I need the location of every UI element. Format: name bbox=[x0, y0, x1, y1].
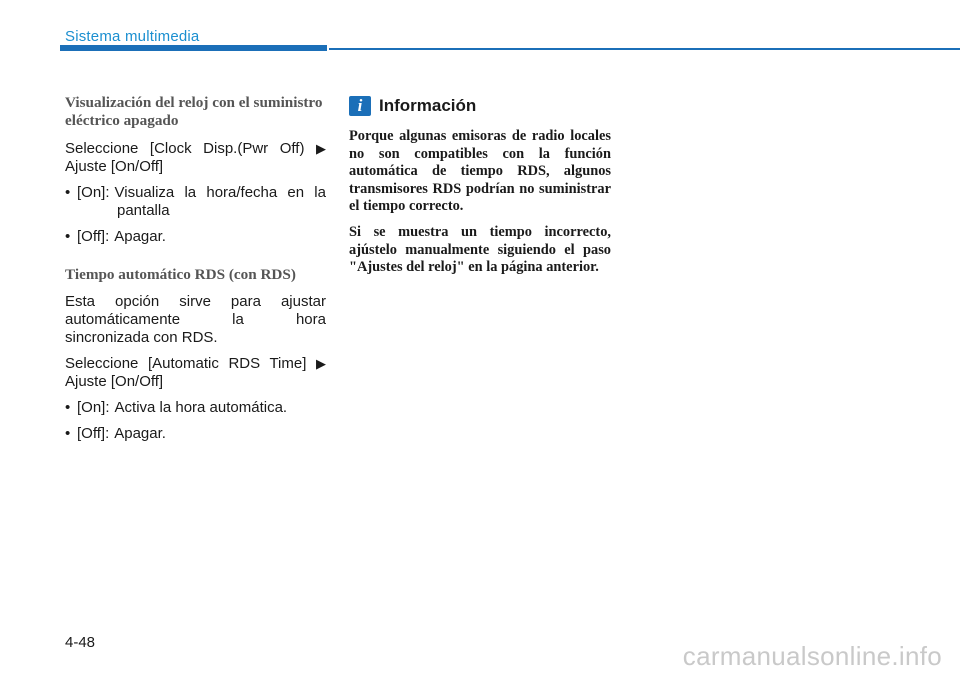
rds-time-description-line: automáticamente la hora bbox=[65, 311, 326, 328]
rds-time-setting: Ajuste [On/Off] bbox=[65, 373, 164, 390]
clock-power-off-heading: Visualización del reloj con el suministro eléctrico apagado bbox=[65, 94, 323, 129]
clock-power-off-setting: Ajuste [On/Off] bbox=[65, 158, 164, 175]
arrow-right-icon: ▶ bbox=[316, 141, 326, 156]
header-rule-thick bbox=[60, 45, 327, 51]
option-description: Activa la hora automática. bbox=[114, 399, 288, 416]
bullet-icon: • bbox=[65, 184, 71, 201]
rds-time-instruction bbox=[65, 355, 326, 373]
info-icon: i bbox=[349, 96, 371, 116]
option-description: Apagar. bbox=[114, 425, 166, 442]
info-title: Información bbox=[379, 96, 477, 115]
info-paragraph: Si se muestra un tiempo incorrecto, ajústelo manualmente siguiendo el paso "Ajustes del reloj" en la página anterior. bbox=[349, 223, 611, 276]
rds-time-description-line: sincronizada con RDS. bbox=[65, 329, 218, 346]
clock-power-off-instruction bbox=[65, 140, 326, 158]
bullet-icon: • bbox=[65, 399, 71, 416]
option-tag: [On]: bbox=[77, 184, 110, 201]
option-description: Apagar. bbox=[114, 228, 166, 245]
list-item bbox=[65, 399, 326, 417]
rds-time-heading: Tiempo automático RDS (con RDS) bbox=[65, 266, 296, 283]
option-tag: [Off]: bbox=[77, 425, 110, 442]
option-description-continued: pantalla bbox=[117, 202, 170, 219]
info-header bbox=[349, 96, 611, 116]
rds-time-description-line: Esta opción sirve para ajustar bbox=[65, 293, 326, 310]
bullet-icon: • bbox=[65, 228, 71, 245]
rds-time-description bbox=[65, 293, 326, 347]
info-paragraph: Porque algunas emisoras de radio locales no son compatibles con la función automática de tiempo RDS, algunos transmisores RDS podrían no suministrar el tiempo correcto. bbox=[349, 128, 611, 215]
left-column bbox=[65, 94, 326, 451]
instruction-text: Seleccione [Clock Disp.(Pwr Off) bbox=[65, 140, 316, 157]
option-description: Visualiza la hora/fecha en la bbox=[114, 184, 326, 201]
list-item bbox=[65, 184, 326, 220]
header-rule-thin bbox=[329, 48, 960, 50]
page-number: 4-48 bbox=[65, 634, 96, 651]
option-tag: [On]: bbox=[77, 399, 110, 416]
list-item bbox=[65, 228, 326, 246]
instruction-text: Seleccione [Automatic RDS Time] bbox=[65, 355, 316, 372]
bullet-icon: • bbox=[65, 425, 71, 442]
option-tag: [Off]: bbox=[77, 228, 110, 245]
list-item bbox=[65, 425, 326, 443]
arrow-right-icon: ▶ bbox=[316, 356, 326, 371]
section-title: Sistema multimedia bbox=[65, 28, 200, 45]
watermark: carmanualsonline.info bbox=[682, 641, 942, 671]
info-box bbox=[349, 96, 611, 285]
